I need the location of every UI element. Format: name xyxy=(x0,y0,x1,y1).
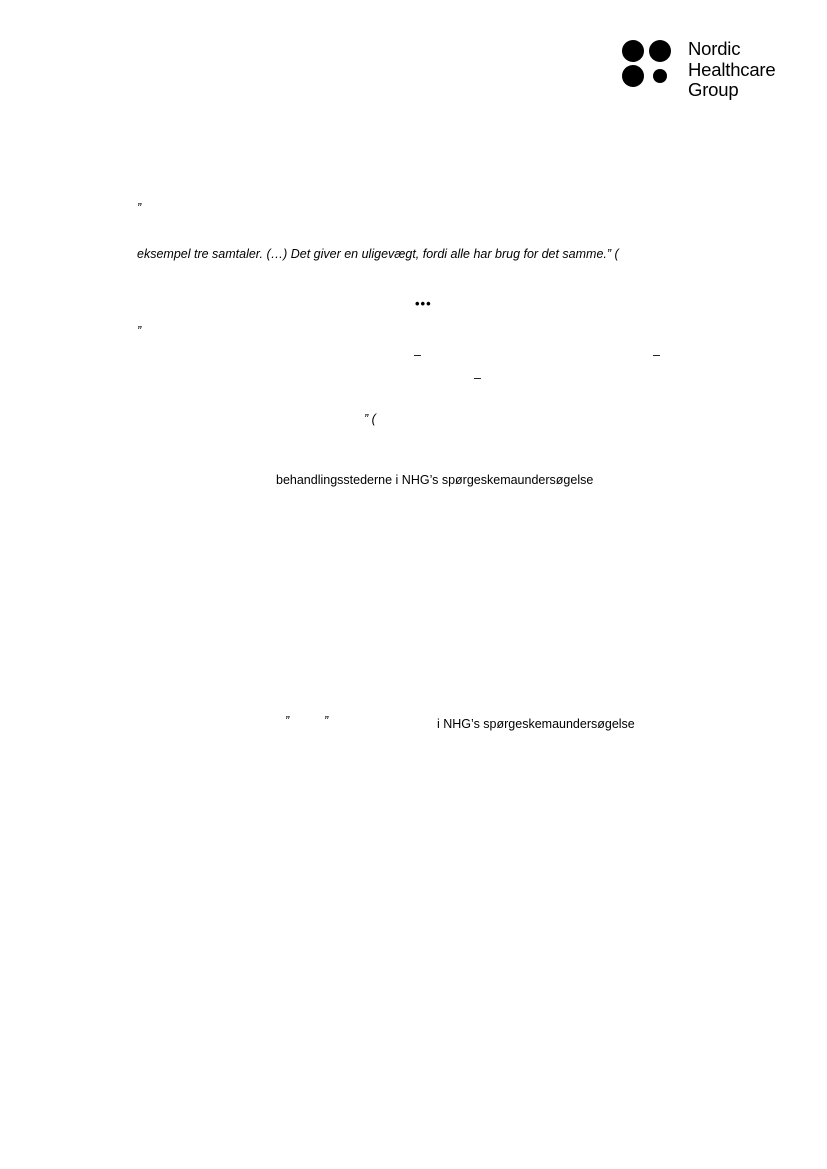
quote-close-mark-2: ” ( xyxy=(364,412,376,426)
quote-open-mark-3: ” xyxy=(285,714,290,728)
logo-dot-top-right xyxy=(649,40,671,62)
figure-caption-2: i NHG’s spørgeskemaundersøgelse xyxy=(437,717,635,731)
dash-marker-1: – xyxy=(414,348,421,362)
company-logo xyxy=(620,38,775,101)
quote-open-mark-2: ” xyxy=(137,324,142,338)
quote-paragraph-1: eksempel tre samtaler. (…) Det giver en uligevægt, fordi alle har brug for det samme.” ( xyxy=(137,247,619,261)
dash-marker-2: – xyxy=(653,348,660,362)
logo-dot-bottom-left xyxy=(622,65,644,87)
quote-close-mark-3: ” xyxy=(324,714,329,728)
logo-wordmark-line-3: Group xyxy=(688,79,739,100)
logo-wordmark xyxy=(688,38,775,101)
quote-open-mark-1: ” xyxy=(137,201,142,215)
logo-wordmark-line-2: Healthcare xyxy=(688,58,776,80)
logo-wordmark-line-1: Nordic xyxy=(688,38,741,59)
logo-dots-icon xyxy=(620,38,676,88)
logo-dot-top-left xyxy=(622,40,644,62)
logo-dot-bottom-right xyxy=(653,69,667,83)
dash-marker-3: – xyxy=(474,371,481,385)
figure-caption-1: behandlingsstederne i NHG’s spørgeskemaundersøgelse xyxy=(276,473,594,487)
ellipsis-marker: ••• xyxy=(415,296,432,311)
